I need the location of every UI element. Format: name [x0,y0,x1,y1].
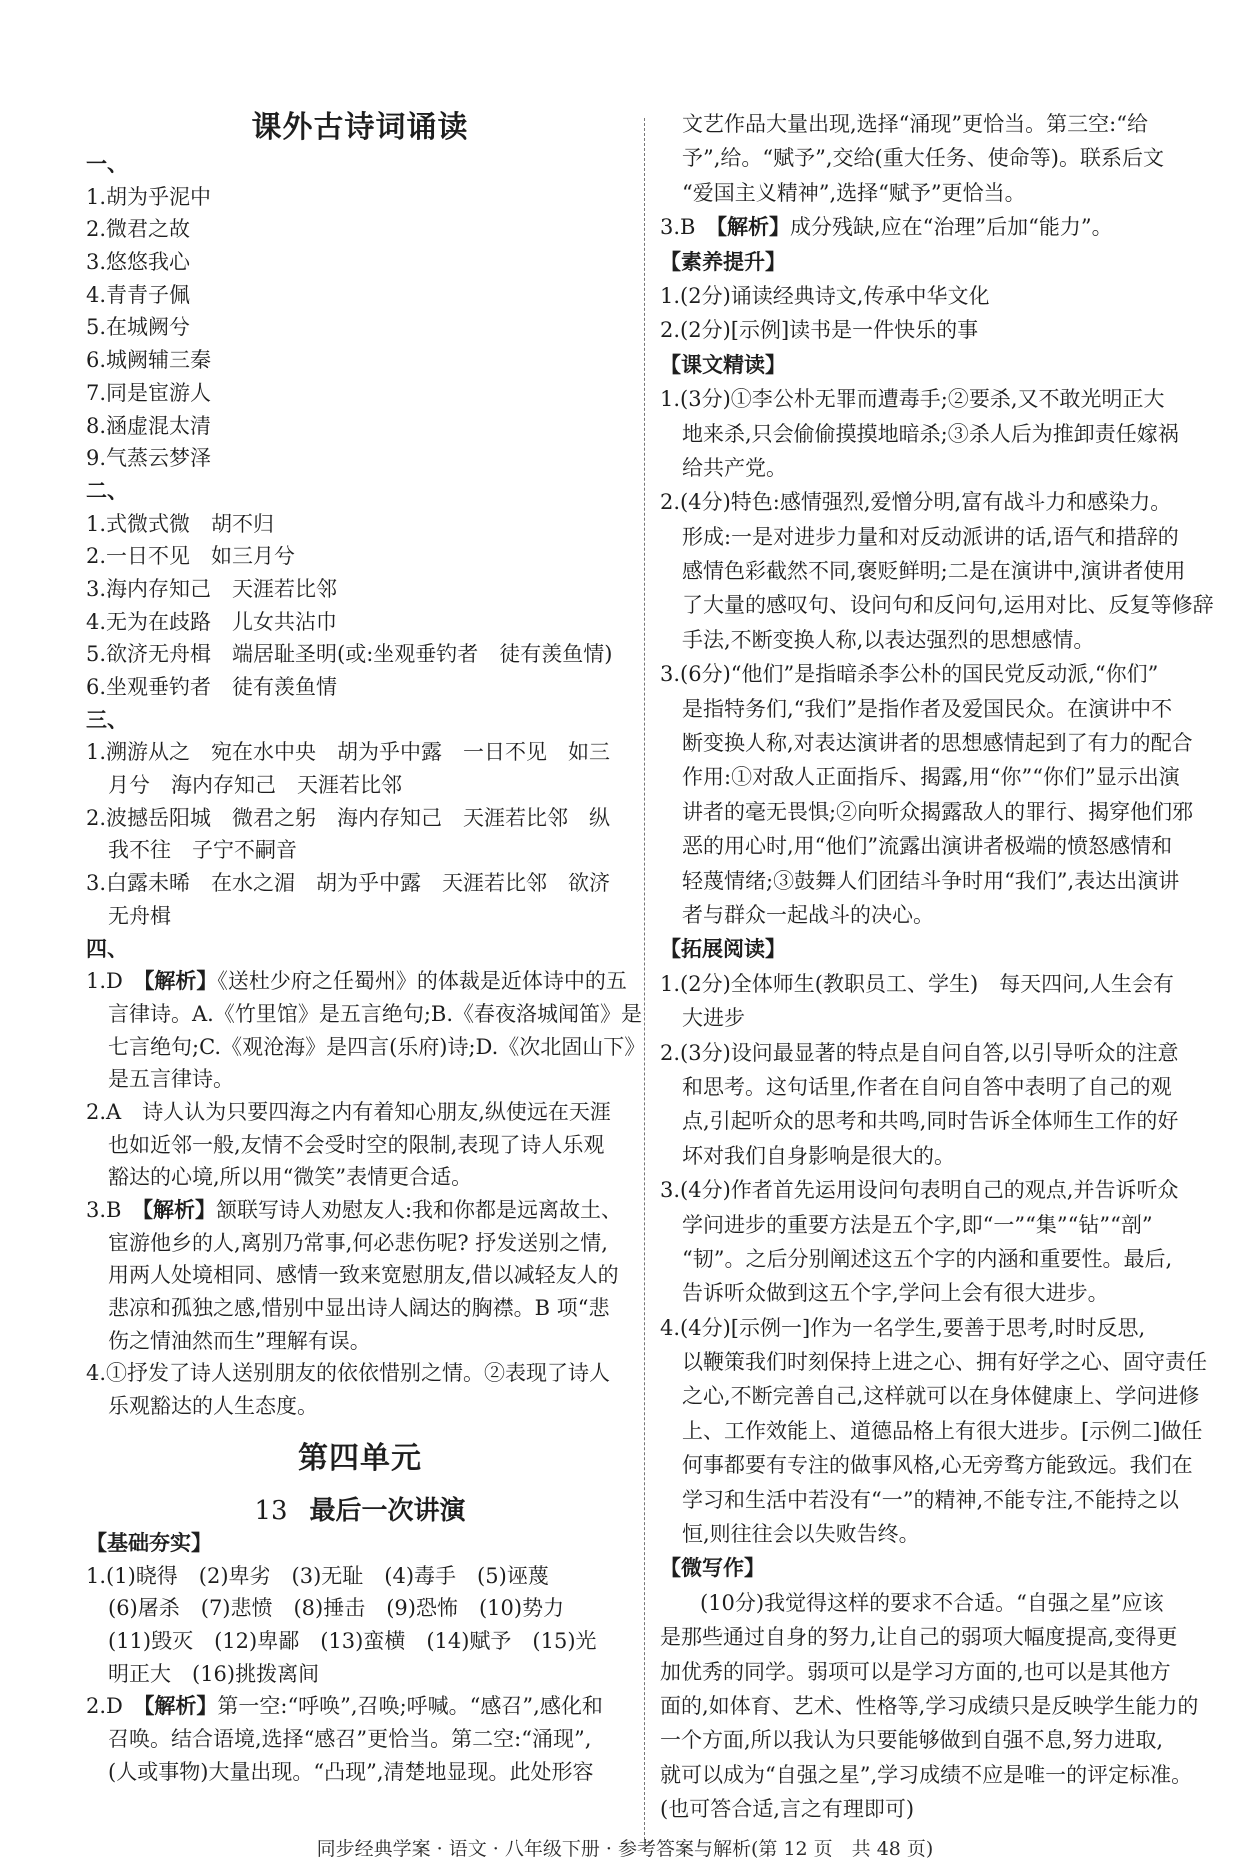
text-line: 学习和生活中若没有“一”的精神,不能专注,不能持之以 [682,1487,1179,1512]
text-line: 是指特务们,“我们”是指作者及爱国民众。在演讲中不 [682,696,1173,721]
section-heading: 【素养提升】 [660,248,786,274]
text-line: 3.(6分)“他们”是指暗杀李公朴的国民党反动派,“你们” [660,662,1159,687]
text-line: 6.城阙辅三秦 [86,348,212,373]
text-line: 4.青青子佩 [86,282,191,307]
text-line: 点,引起听众的思考和共鸣,同时告诉全体师生工作的好 [682,1109,1179,1134]
analysis-label: 【解析】 [143,968,218,994]
text-line: 面的,如体育、艺术、性格等,学习成绩只是反映学生能力的 [660,1693,1199,1718]
text-line: 以鞭策我们时刻保持上进之心、拥有好学之心、固守责任 [682,1350,1207,1375]
section-heading: 【微写作】 [660,1555,765,1581]
text-line: 讲者的毫无畏惧;②向听众揭露敌人的罪行、揭穿他们邪 [682,799,1194,824]
text-line: 恒,则往往会以失败告终。 [682,1522,920,1547]
text-line: 4.无为在歧路 儿女共沾巾 [86,609,338,634]
text-line: 地来杀,只会偷偷摸摸地暗杀;③杀人后为推卸责任嫁祸 [682,421,1179,446]
text-line: 坏对我们自身影响是很大的。 [682,1143,955,1168]
text-line: 5.在城阙兮 [86,315,191,340]
text-line: 也如近邻一般,友情不会受时空的限制,表现了诗人乐观 [108,1132,605,1157]
text-line: 9.气蒸云梦泽 [86,446,212,471]
text-line: 学问进步的重要方法是五个字,即“一”“集”“钻”“剖” [682,1212,1153,1237]
text-line: “韧”。之后分别阐述这五个字的内涵和重要性。最后, [682,1246,1173,1271]
answer-list [660,107,1214,1827]
text-line: 2.微君之故 [86,217,191,242]
text-line: 2.A 诗人认为只要四海之内有着知心朋友,纵使远在天涯 [86,1099,611,1124]
text-line: 乐观豁达的人生态度。 [108,1394,318,1419]
text-line: 1.(1)晓得 (2)卑劣 (3)无耻 (4)毒手 (5)诬蔑 [86,1563,549,1588]
text-line: 2.(2分)[示例]读书是一件快乐的事 [660,318,979,343]
text-line: 加优秀的同学。弱项可以是学习方面的,也可以是其他方 [660,1659,1171,1684]
text-line: 无舟楫 [108,903,171,928]
text-line: 一个方面,所以我认为只要能够做到自强不息,努力进取, [660,1728,1164,1753]
text-line: 我不往 子宁不嗣音 [108,838,297,863]
text-line: 6.坐观垂钓者 徒有羡鱼情 [86,675,338,699]
text-line: (6)屠杀 (7)悲愤 (8)捶击 (9)恐怖 (10)势力 [108,1596,565,1621]
section-heading: 二、 [86,477,128,503]
analysis-label: 【解析】 [716,214,790,240]
lesson-number: 13 [254,1495,288,1526]
text-line: 轻蔑情绪;③鼓舞人们团结斗争时用“我们”,表达出演讲 [682,868,1180,893]
text-line: 3.白露未晞 在水之湄 胡为乎中露 天涯若比邻 欲济 [86,871,611,896]
text-line: 1.式微式微 胡不归 [86,511,275,536]
text-line: 2.(3分)设问最显著的特点是自问自答,以引导听众的注意 [660,1040,1179,1065]
text-line: 作用:①对敌人正面指斥、揭露,用“你”“你们”显示出演 [682,765,1180,790]
text-line: 断变换人称,对表达演讲者的思想感情起到了有力的配合 [682,731,1193,756]
section-heading: 【基础夯实】 [86,1529,212,1555]
text-line: (也可答合适,言之有理即可) [660,1797,915,1822]
text-line: (11)毁灭 (12)卑鄙 (13)蛮横 (14)赋予 (15)光 [108,1628,597,1653]
text-line: 予”,给。“赋予”,交给(重大任务、使命等)。联系后文 [682,146,1164,171]
lesson-heading [86,1495,634,1527]
section-heading: 三、 [86,706,128,732]
text-line: 七言绝句;C.《观沧海》是四言(乐府)诗;D.《次北固山下》 [108,1034,646,1059]
text-line: “爱国主义精神”,选择“赋予”更恰当。 [682,180,1026,205]
text-line: 上、工作效能上、道德品格上有很大进步。[示例二]做任 [682,1418,1203,1443]
text-line: 言律诗。A.《竹里馆》是五言绝句;B.《春夜洛城闻笛》是 [108,1001,643,1026]
text-line: 2.(4分)特色:感情强烈,爱憎分明,富有战斗力和感染力。 [660,490,1172,515]
text-line: 1.(3分)①李公朴无罪而遭毒手;②要杀,又不敢光明正大 [660,387,1165,412]
text-line: 1.(2分)全体师生(教职员工、学生) 每天四问,人生会有 [660,971,1174,996]
column-divider [644,118,645,1840]
text-line: 就可以成为“自强之星”,学习成绩不应是唯一的评定标准。 [660,1762,1193,1787]
text-line: 明正大 (16)挑拨离间 [108,1661,320,1686]
text-line: 和思考。这句话里,作者在自问自答中表明了自己的观 [682,1074,1172,1099]
text-line: 4.(4分)[示例一]作为一名学生,要善于思考,时时反思, [660,1315,1146,1340]
text-line: 是那些通过自身的努力,让自己的弱项大幅度提高,变得更 [660,1625,1178,1650]
text-line: 1.胡为乎泥中 [86,184,212,209]
text-line: 用两人处境相同、感情一致来宽慰朋友,借以减轻友人的 [108,1263,619,1288]
text-line: 文艺作品大量出现,选择“涌现”更恰当。第三空:“给 [682,112,1148,136]
lesson-title: 最后一次讲演 [309,1495,466,1526]
text-line: 2.一日不见 如三月兮 [86,544,296,569]
text-line: 了大量的感叹句、设问句和反问句,运用对比、反复等修辞 [682,593,1214,618]
text-line: 召唤。结合语境,选择“感召”更恰当。第二空:“涌现”, [108,1726,592,1751]
text-line: (10分)我觉得这样的要求不合适。“自强之星”应该 [700,1590,1164,1615]
text-line: 1.(2分)诵读经典诗文,传承中华文化 [660,283,990,308]
text-line: 7.同是宦游人 [86,380,212,405]
text-line: 1.溯游从之 宛在水中央 胡为乎中露 一日不见 如三 [86,740,611,765]
text-line: 伤之情油然而生”理解有误。 [108,1328,371,1353]
text-line: 3.悠悠我心 [86,250,191,275]
text-line: 形成:一是对进步力量和对反动派讲的话,语气和措辞的 [682,524,1179,549]
text-line: 2.D 【解析】第一空:“呼唤”,召唤;呼喊。“感召”,感化和 [86,1693,603,1719]
text-line: 8.涵虚混太清 [86,413,212,438]
section-heading: 【拓展阅读】 [660,936,786,962]
text-line: 告诉听众做到这五个字,学问上会有很大进步。 [682,1281,1109,1306]
text-line: 月兮 海内存知己 天涯若比邻 [108,773,402,798]
text-line: 感情色彩截然不同,褒贬鲜明;二是在演讲中,演讲者使用 [682,559,1186,584]
text-line: 豁达的心境,所以用“微笑”表情更合适。 [108,1165,473,1190]
analysis-label: 【解析】 [143,1693,218,1719]
section-title: 课外古诗词诵读 [251,110,469,145]
section-heading: 【课文精读】 [660,351,786,377]
page-footer: 同步经典学案 · 语文 · 八年级下册 · 参考答案与解析(第 12 页 共 48 页) [316,1838,934,1860]
unit-heading: 第四单元 [298,1440,422,1476]
text-line: 何事都要有专注的做事风格,心无旁骛方能致远。我们在 [682,1453,1193,1478]
text-line: 给共产党。 [682,455,787,480]
text-line: 5.欲济无舟楫 端居耻圣明(或:坐观垂钓者 徒有羡鱼情) [86,642,613,667]
text-line: (人或事物)大量出现。“凸现”,清楚地显现。此处形容 [108,1759,594,1784]
text-line: 3.(4分)作者首先运用设问句表明自己的观点,并告诉听众 [660,1178,1179,1203]
text-line: 2.波撼岳阳城 微君之躬 海内存知己 天涯若比邻 纵 [86,805,611,830]
analysis-label: 【解析】 [142,1197,216,1222]
answer-list [86,1527,634,1789]
right-column [660,107,1214,1827]
text-line: 悲凉和孤独之感,惜别中显出诗人阔达的胸襟。B 项“悲 [108,1296,610,1321]
text-line: 之心,不断完善自己,这样就可以在身体健康上、学问进修 [682,1384,1200,1409]
answer-list [86,148,646,1423]
text-line: 者与群众一起战斗的决心。 [682,902,934,927]
text-line: 1.D 【解析】《送杜少府之任蜀州》的体裁是近体诗中的五 [86,968,627,994]
text-line: 宦游他乡的人,离别乃常事,何必悲伤呢? 抒发送别之情, [108,1230,608,1255]
text-line: 恶的用心时,用“他们”流露出演讲者极端的愤怒感情和 [682,834,1173,859]
text-line: 4.①抒发了诗人送别朋友的依依惜别之情。②表现了诗人 [86,1361,611,1386]
text-line: 手法,不断变换人称,以表达强烈的思想感情。 [682,627,1095,652]
text-line: 是五言律诗。 [108,1067,234,1092]
left-column [86,108,646,1788]
text-line: 3.B 【解析】颔联写诗人劝慰友人:我和你都是远离故土、 [86,1197,623,1222]
section-heading: 四、 [86,935,128,961]
text-line: 大进步 [682,1006,745,1031]
text-line: 3.B 【解析】成分残缺,应在“治理”后加“能力”。 [660,214,1113,240]
section-heading: 一、 [86,151,128,176]
text-line: 3.海内存知己 天涯若比邻 [86,576,338,601]
